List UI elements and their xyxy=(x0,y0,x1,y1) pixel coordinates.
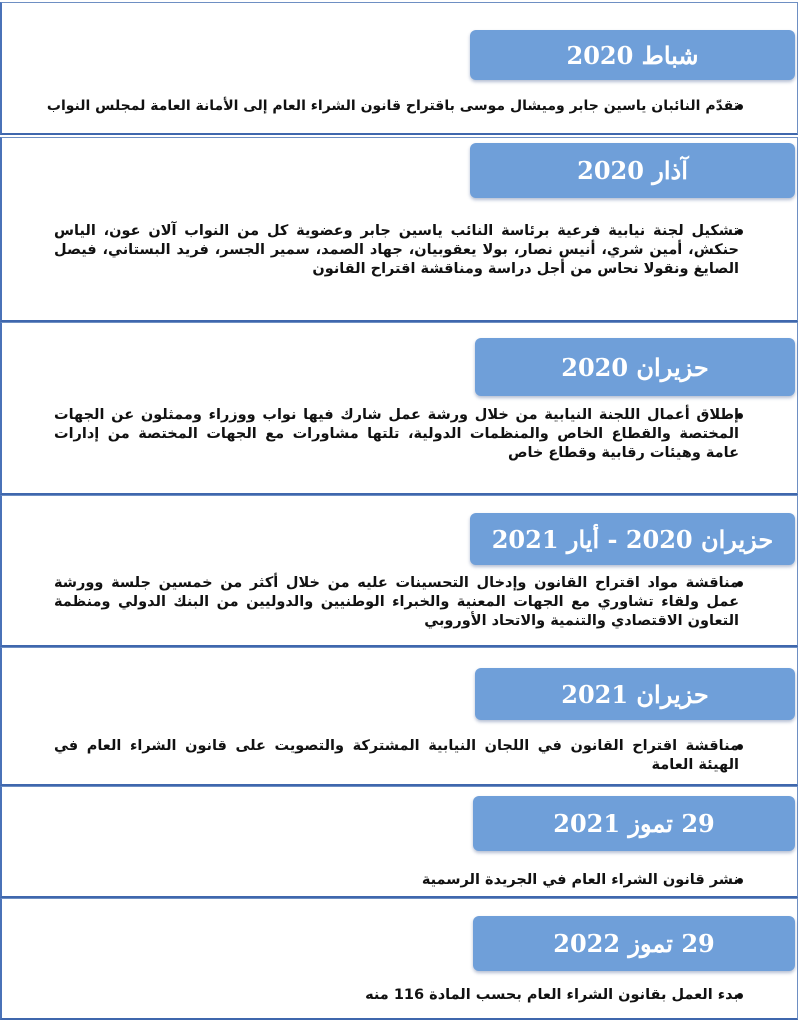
entry-date: حزيران 2020 xyxy=(561,352,709,382)
entry-date: 29 تموز 2022 xyxy=(553,929,715,958)
timeline-entry xyxy=(0,898,798,1020)
date-box xyxy=(470,30,795,80)
entry-text: بدء العمل بقانون الشراء العام بحسب المادة 116 منه xyxy=(365,987,739,1003)
entry-date: حزيران 2020 - أيار 2021 xyxy=(491,524,774,554)
entry-text: مناقشة اقتراح القانون في اللجان النيابية المشتركة والتصويت على قانون الشراء العام في الهيئة العامة xyxy=(54,738,739,773)
timeline-entry xyxy=(0,647,798,786)
date-box xyxy=(475,668,795,720)
timeline-entry xyxy=(0,786,798,898)
date-box xyxy=(470,513,795,565)
date-box xyxy=(473,796,795,851)
date-box xyxy=(473,916,795,971)
entry-text: مناقشة مواد اقتراح القانون وإدخال التحسينات عليه من خلال أكثر من خمسين جلسة وورشة عمل ولقاء تشاوري مع الجهات المعنية والخبراء الوطنيين والدوليين من البنك الدولي ومنظمة التعاون الاقتصادي والتنمية والاتحاد الأوروبي xyxy=(54,575,739,629)
entry-text: نشر قانون الشراء العام في الجريدة الرسمية xyxy=(421,872,739,888)
entry-date: شباط 2020 xyxy=(566,40,699,70)
timeline-entry xyxy=(0,495,798,647)
timeline-entry xyxy=(0,322,798,495)
entry-date: 29 تموز 2021 xyxy=(553,809,715,838)
entry-text: تشكيل لجنة نيابية فرعية برئاسة النائب ياسين جابر وعضوية كل من النواب آلان عون، الياس حنكش، أمين شري، أنيس نصار، بولا يعقوبيان، جهاد الصمد، سمير الجسر، فريد البستاني، فيصل الصايغ ونقولا نحاس من أجل دراسة ومناقشة اقتراح القانون xyxy=(54,223,739,277)
date-box xyxy=(475,338,795,396)
timeline-entry xyxy=(0,2,798,135)
entry-date: آذار 2020 xyxy=(577,156,688,185)
timeline-entry xyxy=(0,137,798,322)
entry-text: تقدّم النائبان ياسين جابر وميشال موسى باقتراح قانون الشراء العام إلى الأمانة العامة لمجلس النواب xyxy=(46,98,739,114)
entry-text: إطلاق أعمال اللجنة النيابية من خلال ورشة عمل شارك فيها نواب ووزراء وممثلون عن الجهات المختصة والقطاع الخاص والمنظمات الدولية، تلتها مشاورات مع الجهات المختصة من إدارات عامة وهيئات رقابية وقطاع خاص xyxy=(54,407,739,461)
date-box xyxy=(470,143,795,198)
entry-date: حزيران 2021 xyxy=(561,679,709,709)
